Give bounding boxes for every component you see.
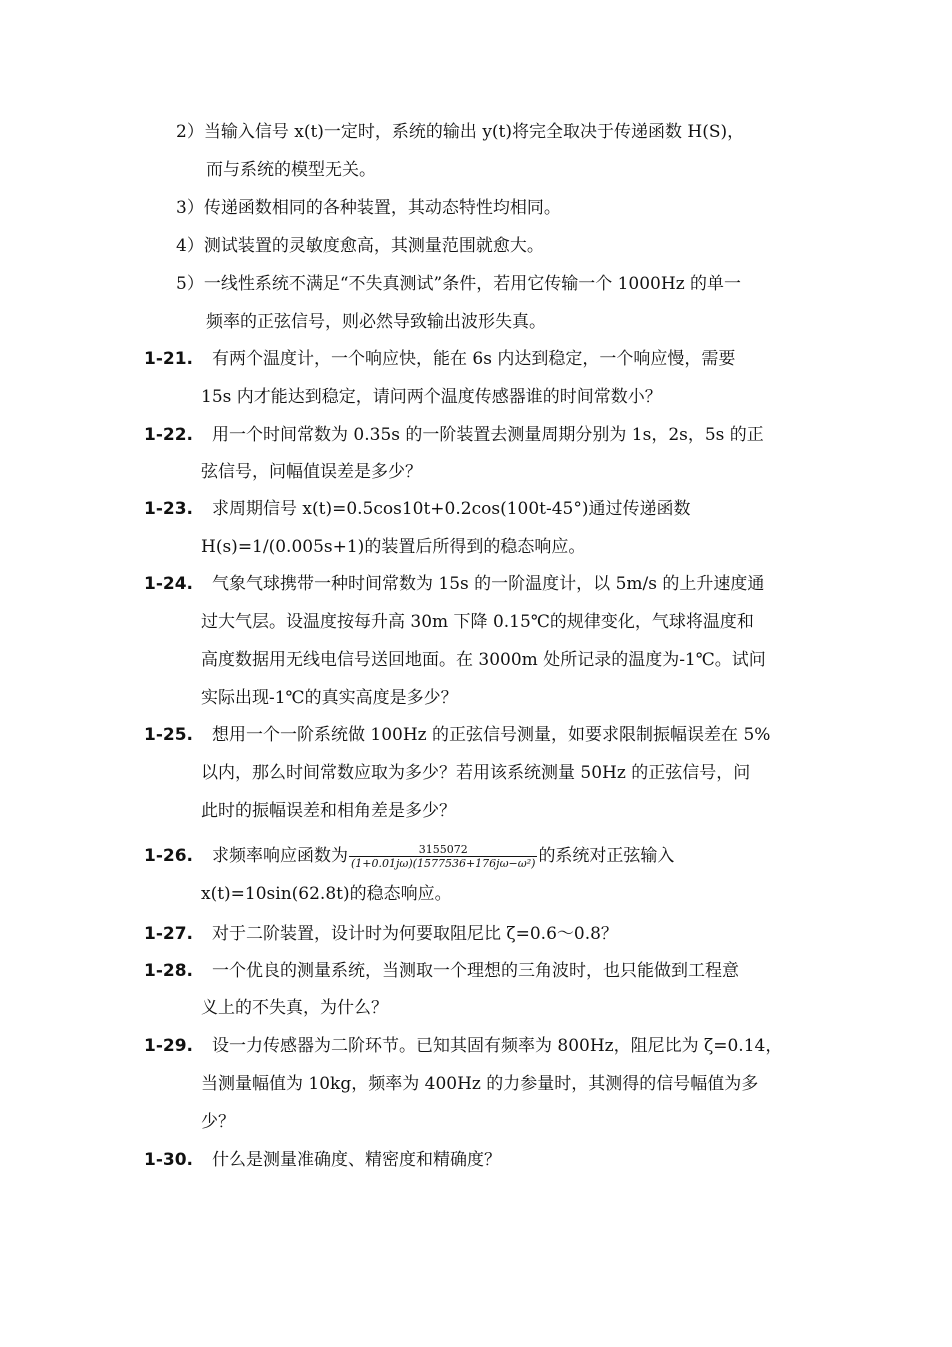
question-1-26-line-2: x(t)=10sin(62.8t)的稳态响应。 bbox=[201, 884, 452, 904]
question-text: 一个优良的测量系统，当测取一个理想的三角波时，也只能做到工程意 bbox=[212, 961, 739, 981]
question-1-28 bbox=[144, 961, 739, 981]
question-1-24 bbox=[144, 574, 764, 594]
item-label: 4） bbox=[176, 236, 204, 256]
question-1-24-line-4: 实际出现-1℃的真实高度是多少？ bbox=[201, 688, 458, 708]
question-1-22-line-2: 弦信号，问幅值误差是多少？ bbox=[201, 462, 422, 482]
question-text: 气象气球携带一种时间常数为 15s 的一阶温度计，以 5m/s 的上升速度通 bbox=[212, 574, 765, 594]
question-number: 1-29. bbox=[144, 1036, 193, 1056]
frequency-response-fraction bbox=[349, 843, 537, 870]
question-text: 设一力传感器为二阶环节。已知其固有频率为 800Hz，阻尼比为 ζ=0.14， bbox=[212, 1036, 783, 1056]
item-5-continuation: 频率的正弦信号，则必然导致输出波形失真。 bbox=[206, 312, 546, 332]
item-4 bbox=[176, 236, 544, 256]
question-1-29 bbox=[144, 1036, 782, 1056]
item-text: 传递函数相同的各种装置，其动态特性均相同。 bbox=[203, 198, 561, 218]
question-1-21 bbox=[144, 349, 735, 369]
question-number: 1-24. bbox=[144, 574, 193, 594]
question-text: 用一个时间常数为 0.35s 的一阶装置去测量周期分别为 1s，2s，5s 的正 bbox=[212, 425, 764, 445]
fraction-denominator: (1+0.01jω)(1577536+176jω−ω²) bbox=[351, 857, 536, 870]
question-1-22 bbox=[144, 425, 764, 445]
question-text: 想用一个一阶系统做 100Hz 的正弦信号测量，如要求限制振幅误差在 5% bbox=[212, 725, 771, 745]
question-text: 对于二阶装置，设计时为何要取阻尼比 ζ=0.6～0.8？ bbox=[212, 924, 618, 944]
question-text: 求周期信号 x(t)=0.5cos10t+0.2cos(100t-45°)通过传递函数 bbox=[212, 499, 691, 519]
question-number: 1-27. bbox=[144, 924, 193, 944]
question-1-23-line-2: H(s)=1/(0.005s+1)的装置后所得到的稳态响应。 bbox=[201, 537, 586, 557]
question-number: 1-23. bbox=[144, 499, 193, 519]
question-number: 1-21. bbox=[144, 349, 193, 369]
question-1-26 bbox=[144, 842, 674, 870]
question-number: 1-30. bbox=[144, 1150, 193, 1170]
question-number: 1-28. bbox=[144, 961, 193, 981]
item-2 bbox=[176, 122, 744, 142]
question-1-25-line-2: 以内，那么时间常数应取为多少？若用该系统测量 50Hz 的正弦信号，问 bbox=[201, 763, 751, 783]
question-1-28-line-2: 义上的不失真，为什么？ bbox=[201, 998, 388, 1018]
item-3 bbox=[176, 198, 561, 218]
question-1-21-line-2: 15s 内才能达到稳定，请问两个温度传感器谁的时间常数小？ bbox=[201, 387, 662, 407]
item-5 bbox=[176, 274, 741, 294]
question-text: 什么是测量准确度、精密度和精确度？ bbox=[212, 1150, 501, 1170]
question-1-25-line-3: 此时的振幅误差和相角差是多少？ bbox=[201, 801, 456, 821]
question-text: 有两个温度计，一个响应快，能在 6s 内达到稳定，一个响应慢，需要 bbox=[212, 349, 736, 369]
fraction-numerator: 3155072 bbox=[349, 843, 537, 857]
item-2-continuation: 而与系统的模型无关。 bbox=[206, 160, 376, 180]
question-1-25 bbox=[144, 725, 770, 745]
item-text: 测试装置的灵敏度愈高，其测量范围就愈大。 bbox=[203, 236, 544, 256]
item-text: 一线性系统不满足“不失真测试”条件，若用它传输一个 1000Hz 的单一 bbox=[203, 274, 742, 294]
question-1-24-line-3: 高度数据用无线电信号送回地面。在 3000m 处所记录的温度为-1℃。试问 bbox=[201, 650, 766, 670]
question-1-29-line-2: 当测量幅值为 10kg，频率为 400Hz 的力参量时，其测得的信号幅值为多 bbox=[201, 1074, 759, 1094]
question-1-29-line-3: 少？ bbox=[201, 1112, 235, 1132]
item-label: 3） bbox=[176, 198, 204, 218]
item-text: 当输入信号 x(t)一定时，系统的输出 y(t)将完全取决于传递函数 H(S)， bbox=[203, 122, 745, 142]
question-1-24-line-2: 过大气层。设温度按每升高 30m 下降 0.15℃的规律变化，气球将温度和 bbox=[201, 612, 754, 632]
question-text-pre: 求频率响应函数为 bbox=[212, 846, 348, 866]
question-number: 1-26. bbox=[144, 846, 193, 866]
question-number: 1-22. bbox=[144, 425, 193, 445]
question-1-23 bbox=[144, 499, 691, 519]
question-text-post: 的系统对正弦输入 bbox=[538, 846, 675, 866]
item-label: 2） bbox=[176, 122, 204, 142]
question-1-27 bbox=[144, 924, 618, 944]
question-number: 1-25. bbox=[144, 725, 193, 745]
item-label: 5） bbox=[176, 274, 204, 294]
question-1-30 bbox=[144, 1150, 501, 1170]
